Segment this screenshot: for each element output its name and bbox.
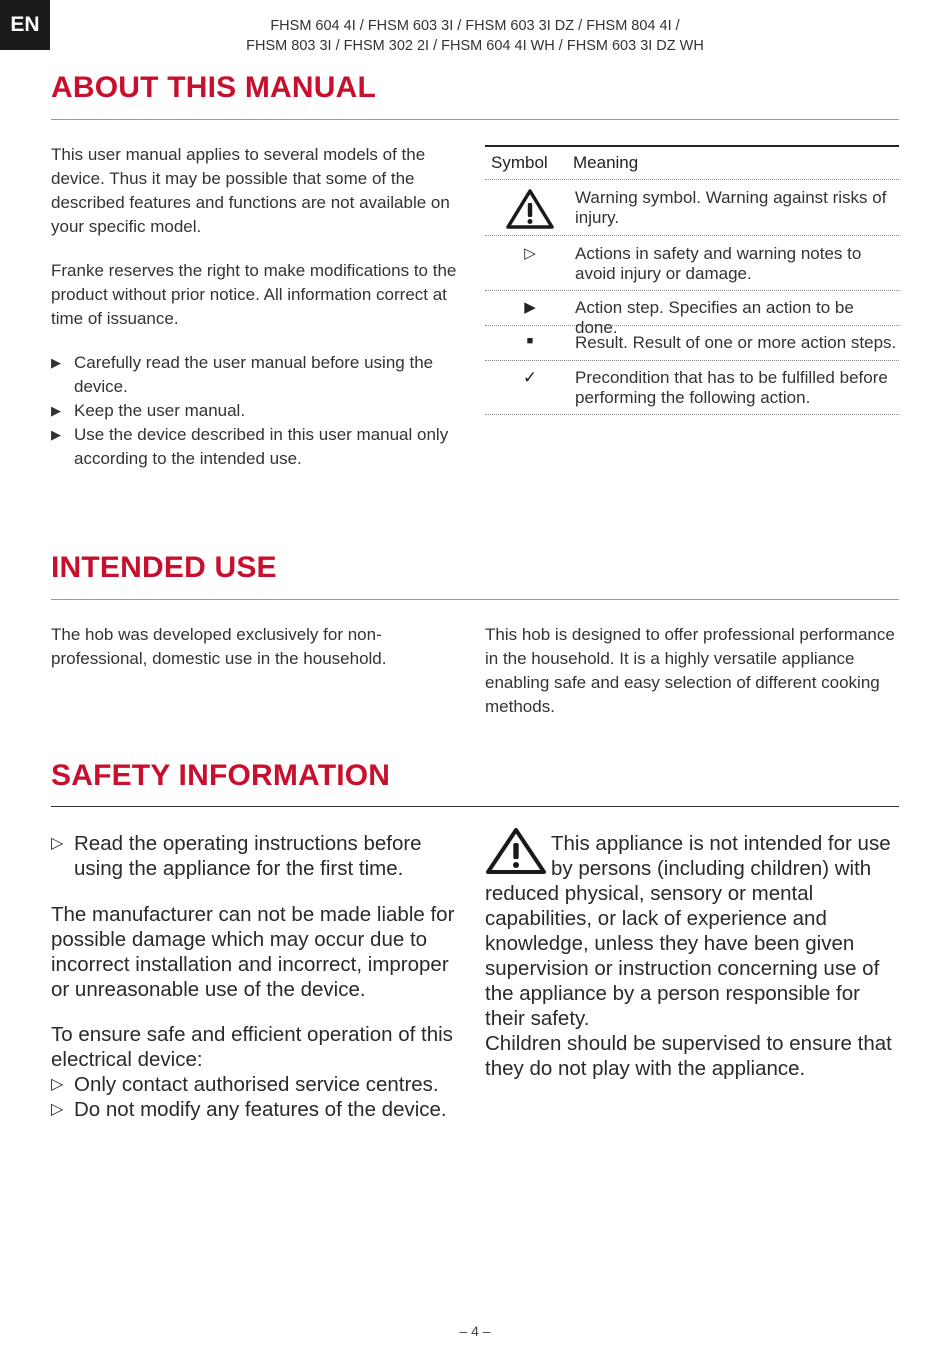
list-item-text: Carefully read the user manual before using the device. (74, 353, 434, 396)
table-cell-meaning: Precondition that has to be fulfilled before performing the following action. (575, 368, 888, 407)
list-item (51, 1097, 463, 1122)
safety-action-icon: ▷ (524, 245, 536, 262)
intended-use-divider (51, 599, 899, 600)
list-item (51, 351, 471, 399)
about-paragraph-2: Franke reserves the right to make modifications to the product without prior notice. All information correct at time of issuance. (51, 261, 457, 328)
liability-paragraph: The manufacturer can not be made liable for possible damage which may occur due to incorrect installation and incorrect, improper or unreasonable use of the device. (51, 903, 455, 1001)
action-step-icon: ▶ (51, 403, 61, 418)
safety-action-icon: ▷ (51, 835, 64, 852)
table-row (485, 236, 899, 291)
list-item-text: Keep the user manual. (74, 401, 246, 420)
column-header-symbol: Symbol (491, 153, 548, 172)
action-step-icon: ▶ (51, 427, 61, 442)
checkmark-icon: ✓ (522, 368, 538, 387)
table-cell-meaning: Warning symbol. Warning against risks of injury. (575, 188, 887, 227)
intended-use-heading: INTENDED USE (51, 551, 277, 584)
table-row (485, 180, 899, 236)
about-divider (51, 119, 899, 120)
ensure-paragraph: To ensure safe and efficient operation of this electrical device: (51, 1023, 453, 1071)
table-cell-meaning: Result. Result of one or more action steps. (575, 333, 897, 352)
safety-action-icon: ▷ (51, 1076, 64, 1093)
action-step-icon: ▶ (51, 355, 61, 370)
about-paragraph-1: This user manual applies to several models of the device. Thus it may be possible that some of the described features and functions are not available on your specific model. (51, 145, 450, 236)
intended-use-left: The hob was developed exclusively for non-professional, domestic use in the household. (51, 625, 387, 668)
list-item (51, 1072, 463, 1097)
table-cell-meaning: Action step. Specifies an action to be done. (575, 298, 854, 337)
table-header (485, 147, 899, 180)
table-row (485, 326, 899, 361)
model-list-line-1: FHSM 604 4I / FHSM 603 3I / FHSM 603 3I DZ / FHSM 804 4I / (270, 18, 680, 34)
result-icon: ■ (526, 335, 534, 347)
symbol-table (485, 145, 899, 415)
model-list-line-2: FHSM 803 3I / FHSM 302 2I / FHSM 604 4I WH / FHSM 603 3I DZ WH (246, 38, 704, 54)
list-item (51, 399, 471, 423)
list-item-text: Read the operating instructions before using the appliance for the first time. (74, 832, 422, 880)
safety-warning-block (485, 831, 899, 1081)
safety-divider (51, 806, 899, 807)
language-badge: EN (0, 0, 50, 50)
list-item-text: Use the device described in this user manual only according to the intended use. (74, 425, 449, 468)
warning-triangle-icon (485, 827, 551, 875)
about-heading: ABOUT THIS MANUAL (51, 71, 377, 104)
list-item-text: Only contact authorised service centres. (74, 1073, 439, 1096)
table-row (485, 361, 899, 415)
table-cell-meaning: Actions in safety and warning notes to avoid injury or damage. (575, 244, 862, 283)
about-text-column (51, 143, 471, 471)
warning-triangle-icon (485, 188, 575, 235)
safety-heading: SAFETY INFORMATION (51, 759, 391, 792)
page-number: – 4 – (459, 1323, 491, 1339)
list-item (51, 423, 471, 471)
about-bullet-list (51, 351, 471, 471)
children-text: Children should be supervised to ensure that they do not play with the appliance. (485, 1032, 892, 1080)
safety-action-icon: ▷ (51, 1101, 64, 1118)
column-header-meaning: Meaning (573, 153, 639, 172)
warning-text: This appliance is not intended for use by persons (including children) with reduced physical, sensory or mental capabilities, or lack of experience and knowledge, unless they have been given supervision or instruction concerning use of the appliance by a person responsible for their safety. (485, 832, 891, 1030)
safety-left-column (51, 831, 463, 1122)
action-step-icon: ▶ (524, 299, 536, 316)
table-row (485, 291, 899, 337)
intended-use-right: This hob is designed to offer professional performance in the household. It is a highly versatile appliance enabling safe and easy selection of different cooking methods. (485, 625, 895, 716)
list-item-text: Do not modify any features of the device. (74, 1098, 447, 1121)
list-item (51, 831, 463, 881)
model-list (200, 16, 750, 56)
